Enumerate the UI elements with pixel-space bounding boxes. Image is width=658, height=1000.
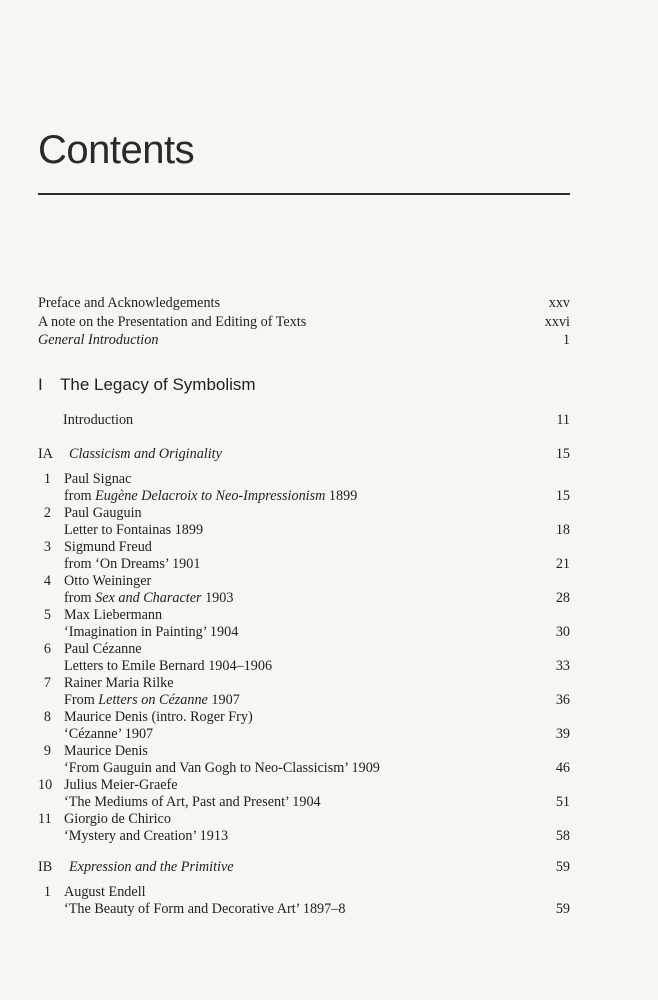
entry-work: from Sex and Character 1903 [64,590,234,606]
entry-number: 5 [43,607,51,623]
toc-entry-work-line[interactable] [38,759,570,777]
toc-entry-page: 36 [555,692,570,708]
toc-entry-page: 21 [555,556,570,572]
toc-entry-work-line[interactable] [38,555,570,573]
section-label: IA [38,446,53,462]
entry-work-title: Sex and Character [95,590,202,606]
section-title: Classicism and Originality [69,446,222,462]
entry-work: ‘From Gauguin and Van Gogh to Neo-Classicism’ 1909 [64,760,380,776]
entry-author: Maurice Denis [64,743,148,759]
toc-entry-page: xxvi [544,314,570,330]
toc-entry-author-line[interactable] [38,572,570,590]
toc-entry-work-line[interactable] [38,521,570,539]
toc-entry-page: 28 [555,590,570,606]
part-number: I [38,375,43,394]
entry-work: ‘Mystery and Creation’ 1913 [64,828,229,844]
toc-entry-author-line[interactable] [38,640,570,658]
title-rule [38,193,570,195]
toc-entry-work-line[interactable] [38,827,570,845]
toc-entry-page: 58 [555,828,570,844]
entry-author: Max Liebermann [64,607,163,623]
toc-entry-page: 33 [555,658,570,674]
entry-number: 1 [43,884,51,900]
toc-entry-page: 39 [555,726,570,742]
toc-entry-author-line[interactable] [38,470,570,488]
toc-entry-author-line[interactable] [38,504,570,522]
entry-work: from ‘On Dreams’ 1901 [64,556,201,572]
part-title: The Legacy of Symbolism [60,375,256,394]
toc-entry-page: 1 [562,332,570,348]
entry-author: Paul Cézanne [64,641,142,657]
toc-entry-page: 59 [555,859,570,875]
toc-entry-work-line[interactable] [38,623,570,641]
toc-entry-text: A note on the Presentation and Editing of Texts [38,314,307,330]
entry-work: from Eugène Delacroix to Neo-Impressionism 1899 [64,488,358,504]
toc-entry-page: 15 [555,446,570,462]
toc-entry-author-line[interactable] [38,606,570,624]
entry-author: Otto Weininger [64,573,152,589]
entry-work: ‘The Beauty of Form and Decorative Art’ 1897–8 [64,901,346,917]
toc-entry-author-line[interactable] [38,810,570,828]
section-label: IB [38,859,53,875]
toc-entry-page: 11 [556,412,570,428]
toc-entry-page: 18 [555,522,570,538]
toc-entry-work-line[interactable] [38,793,570,811]
entry-work: ‘The Mediums of Art, Past and Present’ 1904 [64,794,321,810]
entry-number: 6 [43,641,51,657]
toc-entry-page: 30 [555,624,570,640]
entry-number: 9 [43,743,51,759]
toc-entry-general-introduction[interactable] [38,331,570,349]
entry-author: Paul Gauguin [64,505,142,521]
entry-number: 11 [38,811,52,827]
section-ia-heading[interactable] [38,445,570,463]
toc-entry-page: xxv [548,295,570,311]
entry-work: Letter to Fontainas 1899 [64,522,204,538]
entry-work: From Letters on Cézanne 1907 [64,692,240,708]
entry-work: ‘Cézanne’ 1907 [64,726,154,742]
toc-entry-author-line[interactable] [38,776,570,794]
entry-work: Letters to Emile Bernard 1904–1906 [64,658,273,674]
toc-entry-work-line[interactable] [38,657,570,675]
entry-work-title: Letters on Cézanne [98,692,208,708]
entry-author: Julius Meier-Graefe [64,777,178,793]
entry-work: ‘Imagination in Painting’ 1904 [64,624,239,640]
toc-entry-introduction[interactable] [63,411,570,429]
toc-entry-page: 15 [555,488,570,504]
entry-number: 8 [43,709,51,725]
entry-number: 10 [38,777,53,793]
entry-author: Paul Signac [64,471,132,487]
entry-work-title: Eugène Delacroix to Neo-Impressionism [95,488,326,504]
toc-entry-page: 46 [555,760,570,776]
toc-entry-work-line[interactable] [38,589,570,607]
page-title: Contents [38,128,195,172]
toc-entry-page: 51 [555,794,570,810]
toc-entry-author-line[interactable] [38,883,570,901]
toc-entry-work-line[interactable] [38,691,570,709]
toc-entry-author-line[interactable] [38,674,570,692]
entry-author: Sigmund Freud [64,539,152,555]
section-ib-heading[interactable] [38,858,570,876]
toc-entry-author-line[interactable] [38,538,570,556]
entry-number: 4 [43,573,51,589]
toc-entry-author-line[interactable] [38,708,570,726]
toc-entry-text: Preface and Acknowledgements [38,295,221,311]
toc-entry-page: 59 [555,901,570,917]
entry-author: Rainer Maria Rilke [64,675,174,691]
toc-entry-note[interactable] [38,313,570,331]
toc-entry-text: Introduction [63,412,134,428]
entry-author: Maurice Denis (intro. Roger Fry) [64,709,253,725]
entry-author: Giorgio de Chirico [64,811,171,827]
toc-entry-work-line[interactable] [38,487,570,505]
toc-entry-author-line[interactable] [38,742,570,760]
entry-number: 2 [43,505,51,521]
entry-author: August Endell [64,884,146,900]
entry-number: 1 [43,471,51,487]
toc-entry-work-line[interactable] [38,725,570,743]
entry-number: 7 [43,675,51,691]
toc-entry-work-line[interactable] [38,900,570,918]
entry-number: 3 [43,539,51,555]
section-title: Expression and the Primitive [69,859,234,875]
toc-entry-preface[interactable] [38,294,570,312]
toc-entry-text: General Introduction [38,332,159,348]
